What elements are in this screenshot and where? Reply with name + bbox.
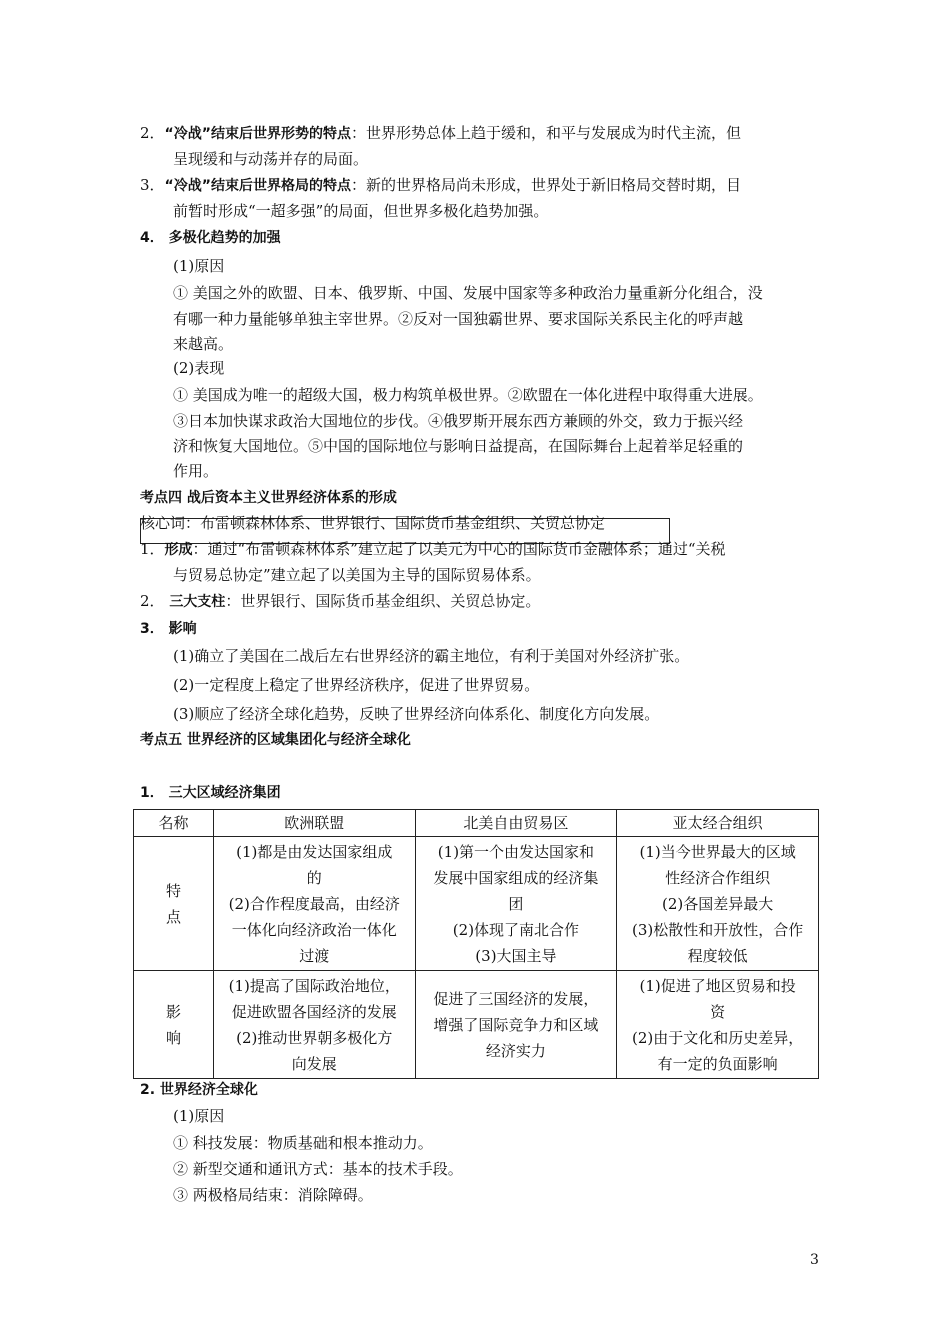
table-row-impact: [134, 971, 819, 1079]
point-4-reason-line: 来越高。: [173, 335, 234, 353]
table-cell: (1)促进了地区贸易和投 资 (2)由于文化和历史差异， 有一定的负面影响: [617, 971, 819, 1079]
table-cell: (1)提高了国际政治地位， 促进欧盟各国经济的发展 (2)推动世界朝多极化方 向发展: [213, 971, 415, 1079]
point-4-title: 4． 多极化趋势的加强: [140, 230, 281, 246]
table-cell: (1)当今世界最大的区域 性经济合作组织 (2)各国差异最大 (3)松散性和开放性，合作 程度较低: [617, 837, 819, 971]
section-5-sub-2: 2. 世界经济全球化: [140, 1082, 258, 1098]
globalization-reason: ② 新型交通和通讯方式：基本的技术手段。: [173, 1160, 463, 1178]
row-label-impact: 影 响: [134, 971, 214, 1079]
table-header-row: [134, 810, 819, 837]
table-row-features: [134, 837, 819, 971]
row-label-features: 特 点: [134, 837, 214, 971]
point-2-line-1: 2．“冷战”结束后世界形势的特点：世界形势总体上趋于缓和，和平与发展成为时代主流，但: [140, 124, 741, 142]
table-header: 欧洲联盟: [213, 810, 415, 837]
table-header: 北美自由贸易区: [415, 810, 617, 837]
point-3-line-2: 前暂时形成“一超多强”的局面，但世界多极化趋势加强。: [173, 202, 549, 220]
page-number: 3: [810, 1252, 819, 1268]
point-3-line-1: 3．“冷战”结束后世界格局的特点：新的世界格局尚未形成，世界处于新旧格局交替时期，目: [140, 176, 741, 194]
point-4-show-line: ① 美国成为唯一的超级大国，极力构筑单极世界。②欧盟在一体化进程中取得重大进展。: [173, 386, 763, 404]
globalization-reason: ① 科技发展：物质基础和根本推动力。: [173, 1134, 433, 1152]
point-4-reason-label: (1)原因: [173, 257, 225, 275]
point-3-heading: “冷战”结束后世界格局的特点: [164, 178, 351, 194]
section-4-title: 考点四 战后资本主义世界经济体系的形成: [140, 490, 397, 506]
globalization-reason: ③ 两极格局结束：消除障碍。: [173, 1186, 373, 1204]
point-2-heading: “冷战”结束后世界形势的特点: [164, 126, 351, 142]
point-4-show-label: (2)表现: [173, 359, 225, 377]
table-cell: 促进了三国经济的发展， 增强了国际竞争力和区域 经济实力: [415, 971, 617, 1079]
point-4-show-line: 济和恢复大国地位。⑤中国的国际地位与影响日益提高，在国际舞台上起着举足轻重的: [173, 437, 744, 455]
economic-groups-table: [133, 809, 819, 1079]
core-words: 核心词：布雷顿森林体系、世界银行、国际货币基金组织、关贸总协定: [140, 514, 606, 532]
section-4-item-2: 2． 三大支柱：世界银行、国际货币基金组织、关贸总协定。: [140, 592, 541, 610]
globalization-reason-label: (1)原因: [173, 1107, 225, 1125]
point-2-line-2: 呈现缓和与动荡并存的局面。: [173, 150, 369, 168]
point-4-show-line: ③日本加快谋求政治大国地位的步伐。④俄罗斯开展东西方兼顾的外交，致力于振兴经: [173, 412, 744, 430]
three-pillars-heading: 三大支柱: [169, 594, 226, 610]
point-4-reason-line: 有哪一种力量能够单独主宰世界。②反对一国独霸世界、要求国际关系民主化的呼声越: [173, 310, 744, 328]
section-5-sub-1: 1． 三大区域经济集团: [140, 785, 281, 801]
impact-line: (1)确立了美国在二战后左右世界经济的霸主地位，有利于美国对外经济扩张。: [173, 647, 690, 665]
section-4-item-3-title: 3． 影响: [140, 621, 197, 637]
impact-line: (3)顺应了经济全球化趋势，反映了世界经济向体系化、制度化方向发展。: [173, 705, 660, 723]
formation-heading: 形成: [164, 542, 193, 558]
section-4-item-1-line-1: 1．形成：通过“布雷顿森林体系”建立起了以美元为中心的国际货币金融体系；通过“关税: [140, 540, 726, 558]
point-4-show-line: 作用。: [173, 462, 219, 480]
table-cell: (1)第一个由发达国家和 发展中国家组成的经济集 团 (2)体现了南北合作 (3)大国主导: [415, 837, 617, 971]
section-5-title: 考点五 世界经济的区域集团化与经济全球化: [140, 732, 411, 748]
point-4-reason-line: ① 美国之外的欧盟、日本、俄罗斯、中国、发展中国家等多种政治力量重新分化组合，没: [173, 284, 763, 302]
impact-line: (2)一定程度上稳定了世界经济秩序，促进了世界贸易。: [173, 676, 540, 694]
table-cell: (1)都是由发达国家组成 的 (2)合作程度最高，由经济 一体化向经济政治一体化 过渡: [213, 837, 415, 971]
table-header: 名称: [134, 810, 214, 837]
section-4-item-1-line-2: 与贸易总协定”建立起了以美国为主导的国际贸易体系。: [173, 566, 541, 584]
table-header: 亚太经合组织: [617, 810, 819, 837]
